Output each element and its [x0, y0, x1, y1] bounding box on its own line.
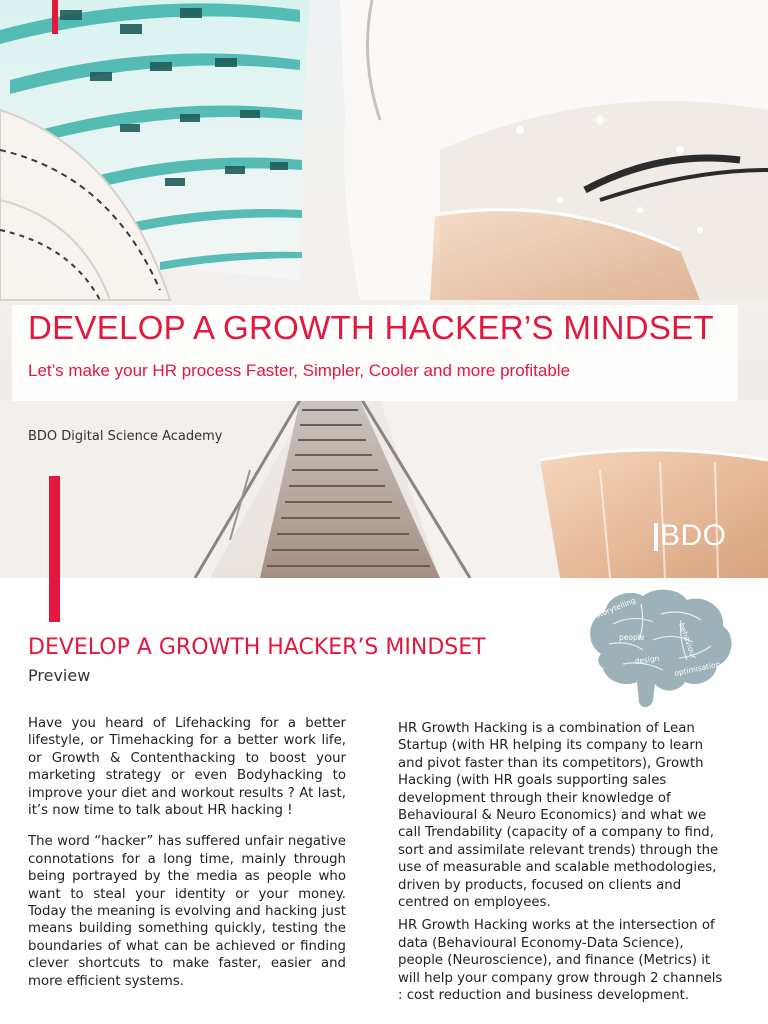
- right-paragraph-1: HR Growth Hacking is a combination of Lean Startup (with HR helping its company to learn and pivot faster than its competitors), Growth Hacking (with HR goals supporting sales development through their knowledge of Behavioural & Neuro Economics) and what we call Trendability (capacity of a company to find, sort and assimilate relevant trends) through the use of measurable and scalable methodologies, driven by products, focused on clients and centred on employees.: [398, 721, 719, 911]
- accent-bar-top: [52, 0, 58, 34]
- accent-bar: [49, 476, 60, 622]
- left-paragraph-1: Have you heard of Lifehacking for a better lifestyle, or Timehacking for a better work life, or Growth & Contenthacking to boost your marketing strategy or even Bodyhacking to improve your diet and workout results ? At last, it’s now time to talk about HR hacking !: [28, 716, 346, 819]
- brain-word-behaviour: behaviour: [677, 621, 699, 661]
- section-subtitle: Preview: [28, 666, 91, 685]
- brain-icon: [583, 584, 735, 712]
- hero-subtitle: Let’s make your HR process Faster, Simpler, Cooler and more profitable: [28, 361, 571, 380]
- left-column: [28, 715, 346, 1004]
- brain-word-design: design: [634, 653, 660, 666]
- right-column: [398, 720, 723, 1011]
- section-title: DEVELOP A GROWTH HACKER’S MINDSET: [28, 635, 486, 660]
- bdo-logo-text: BDO: [660, 519, 727, 552]
- right-paragraph-2: HR Growth Hacking works at the intersection of data (Behavioural Economy-Data Science), people (Neuroscience), and finance (Metrics) it will help your company grow through 2 channels : cost reduction and business development.: [398, 918, 723, 1004]
- left-paragraph-2: The word “hacker” has suffered unfair negative connotations for a long time, mainly through being portrayed by the media as people who want to steal your identity or your money. Today the meaning is evolving and hacking just means building something quickly, testing the boundaries of what can be achieved or finding clever shortcuts to make faster, easier and more efficient systems.: [28, 834, 346, 989]
- brain-word-storytelling: storytelling: [594, 595, 637, 620]
- bdo-logo-bar: [654, 523, 658, 551]
- hero-title: DEVELOP A GROWTH HACKER’S MINDSET: [28, 309, 714, 346]
- brain-word-people: people: [619, 633, 645, 642]
- title-band: [12, 305, 738, 401]
- brain-word-optimisation: optimisation: [673, 659, 722, 678]
- organization-label: BDO Digital Science Academy: [28, 429, 223, 444]
- bdo-logo: [654, 521, 740, 555]
